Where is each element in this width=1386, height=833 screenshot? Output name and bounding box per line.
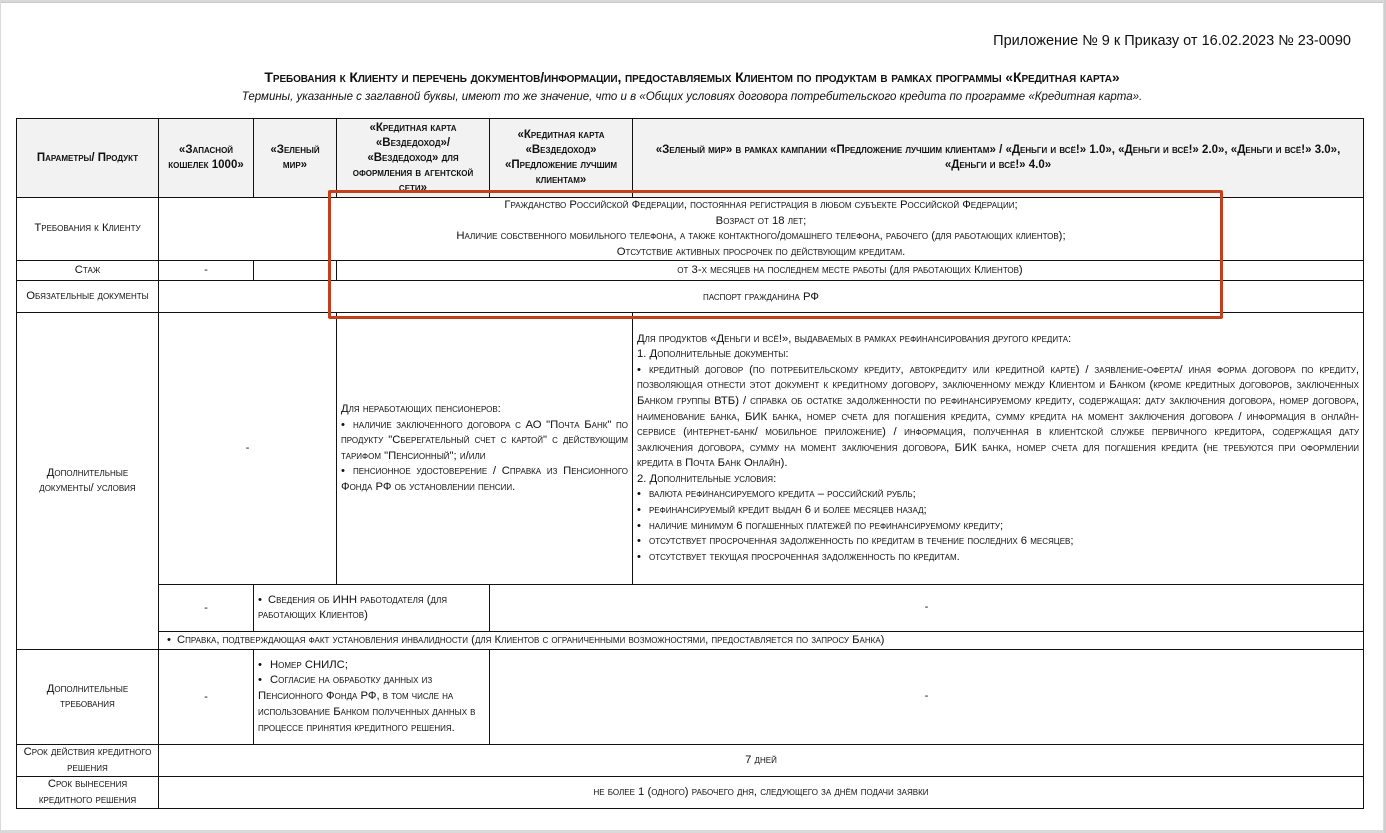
additional-requirements-col1: -: [159, 650, 254, 745]
refinancing-condition: • рефинансируемый кредит выдан 6 и более месяцев назад;: [637, 503, 1359, 519]
additional-requirements-list: [254, 650, 490, 745]
refinancing-section2: 2. Дополнительные условия:: [637, 472, 777, 485]
pensioners-docs: [337, 313, 633, 585]
header-vezdekhod: «Кредитная карта «Вездедоход»/ «Вездедоход» для оформления в агентской сети»: [337, 119, 490, 198]
pensioners-intro: Для неработающих пенсионеров:: [341, 403, 501, 415]
refinancing-condition: • наличие минимум 6 погашенных платежей по рефинансируемому кредиту;: [637, 519, 1359, 535]
label-decision-term: Срок вынесения кредитного решения: [17, 777, 159, 809]
label-additional-docs: Дополнительные документы/ условия: [17, 313, 159, 650]
label-additional-requirements: Дополнительные требования: [17, 650, 159, 745]
pensioners-item: • пенсионное удостоверение / Справка из Пенсионного Фонда РФ об установлении пенсии.: [341, 464, 628, 495]
refinancing-docs: [633, 313, 1364, 585]
header-zeleny-mir: «Зеленый мир»: [254, 119, 337, 198]
row-experience: [17, 261, 1364, 281]
label-client-requirements: Требования к Клиенту: [17, 198, 159, 261]
appendix-reference: Приложение № 9 к Приказу от 16.02.2023 № 23-0090: [993, 33, 1351, 49]
inn-col1: -: [159, 585, 254, 632]
mandatory-docs-value: паспорт гражданина РФ: [159, 281, 1364, 313]
row-additional-docs: [17, 313, 1364, 585]
header-params: Параметры/ Продукт: [17, 119, 159, 198]
row-decision-term: [17, 777, 1364, 809]
decision-term-value: не более 1 (одного) рабочего дня, следующего за днём подачи заявки: [159, 777, 1364, 809]
additional-requirement-item: • Согласие на обработку данных из Пенсионного Фонда РФ, в том числе на использование Банком полученных данных в процессе принятия кредитного решения.: [258, 673, 485, 736]
requirements-table: [16, 118, 1364, 809]
row-decision-validity: [17, 745, 1364, 777]
additional-docs-col12: -: [159, 313, 337, 585]
refinancing-condition: • отсутствует текущая просроченная задолженность по кредитам.: [637, 550, 1359, 566]
disability-value: [159, 632, 1364, 650]
additional-requirements-rest: -: [490, 650, 1364, 745]
req-citizenship: Гражданство Российской Федерации, постоянная регистрация в любом субъекте Российской Федерации;: [504, 199, 1018, 211]
header-dengi-i-vse: «Зеленый мир» в рамках кампании «Предложение лучшим клиентам» / «Деньги и всё!» 1.0», «Деньги и всё!» 2.0», «Деньги и всё!» 3.0», «Деньги и всё!» 4.0»: [633, 119, 1364, 198]
inn-text: • Сведения об ИНН работодателя (для работающих Клиентов): [258, 594, 447, 622]
row-client-requirements: [17, 198, 1364, 261]
req-phone: Наличие собственного мобильного телефона, а также контактного/домашнего телефона, рабочего (для работающих клиентов);: [456, 230, 1066, 242]
row-disability: [17, 632, 1364, 650]
refinancing-condition: • валюта рефинансируемого кредита – российский рубль;: [637, 487, 1359, 503]
additional-requirement-item: • Номер СНИЛС;: [258, 658, 485, 674]
experience-col1: -: [159, 261, 254, 281]
decision-validity-value: 7 дней: [159, 745, 1364, 777]
label-mandatory-docs: Обязательные документы: [17, 281, 159, 313]
experience-value: от 3-х месяцев на последнем месте работы (для работающих Клиентов): [337, 261, 1364, 281]
document-subtitle: Термины, указанные с заглавной буквы, имеют то же значение, что и в «Общих условиях договора потребительского кредита по программе «Кредитная карта».: [241, 91, 1143, 103]
refinancing-intro: Для продуктов «Деньги и всё!», выдаваемых в рамках рефинансирования другого кредита:: [637, 332, 1072, 345]
header-zapasnoy-koshelek: «Запасной кошелек 1000»: [159, 119, 254, 198]
client-requirements-value: [159, 198, 1364, 261]
header-row: [17, 119, 1364, 198]
refinancing-condition: • отсутствует просроченная задолженность по кредитам в течение последних 6 месяцев;: [637, 534, 1359, 550]
document-title: Требования к Клиенту и перечень документов/информации, предоставляемых Клиентом по продуктам в рамках программы «Кредитная карта»: [264, 69, 1120, 85]
row-additional-requirements: [17, 650, 1364, 745]
req-age: Возраст от 18 лет;: [715, 214, 807, 227]
label-experience: Стаж: [17, 261, 159, 281]
inn-rest: -: [490, 585, 1364, 632]
row-inn: [17, 585, 1364, 632]
req-no-overdue: Отсутствие активных просрочек по действующим кредитам.: [616, 245, 906, 258]
header-vezdekhod-best: «Кредитная карта «Вездедоход» «Предложение лучшим клиентам»: [490, 119, 633, 198]
row-mandatory-docs: [17, 281, 1364, 313]
refinancing-section1: 1. Дополнительные документы:: [637, 348, 789, 361]
refinancing-docs-list: • кредитный договор (по потребительскому кредиту, автокредиту или кредитной карте) / заявление-оферта/ иная форма договора по кредиту, позволяющая отнести этот документ к кредитному договору, заключенному между Клиентом и Банком (кроме кредитных договоров, заключенных Банком группы ВТБ) / справка об остатке задолженности по рефинансируемому кредиту, содержащая: дату заключения договора, номер договора, наименование банка, БИК банка, номер счета для погашения кредита, сумму кредита на момент заключения договора / информация в онлайн-сервисе (интернет-банк/ мобильное приложение) / информация, полученная в клиентской службе первичного кредитора, содержащая дату заключения договора, сумму на момент заключения договора, БИК банка, номер счета для погашения кредита (не требуются при оформлении кредита в Почта Банк Онлайн).: [637, 363, 1359, 472]
disability-text: • Справка, подтверждающая факт установления инвалидности (для Клиентов с ограниченными возможностями, предоставляется по запросу Банка): [167, 634, 884, 646]
pensioners-item: • наличие заключенного договора с АО "Почта Банк" по продукту "Сберегательный счет с картой" с действующим тарифом "Пенсионный"; и/или: [341, 418, 628, 465]
experience-col2: [254, 261, 337, 281]
label-decision-validity: Срок действия кредитного решения: [17, 745, 159, 777]
inn-value: [254, 585, 490, 632]
